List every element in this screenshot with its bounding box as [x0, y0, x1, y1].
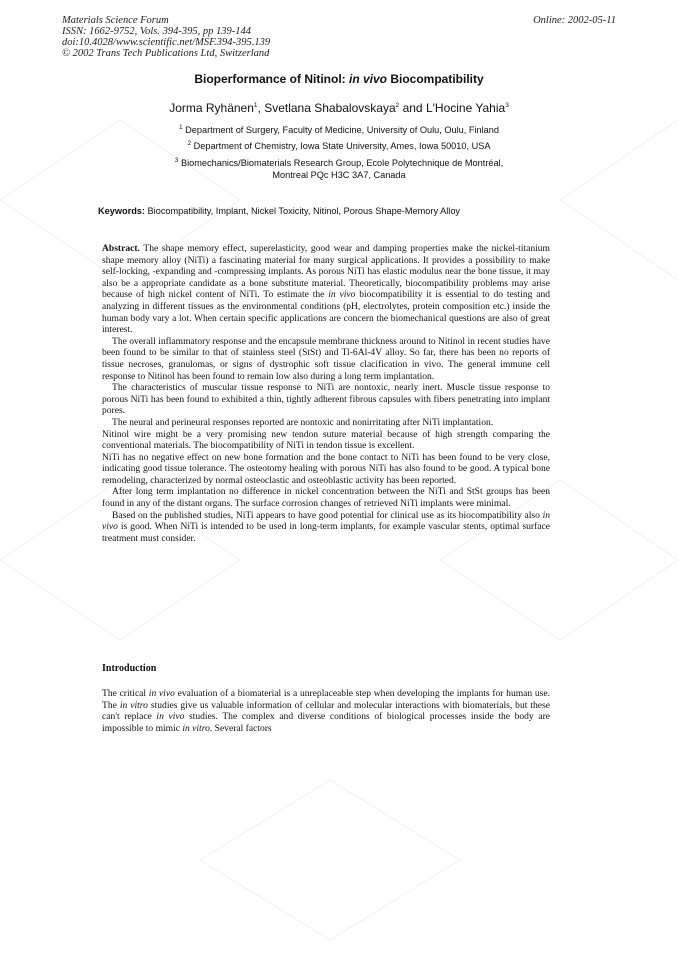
keywords-label: Keywords: [98, 206, 145, 216]
title-part-1: Bioperformance of Nitinol: [194, 72, 349, 86]
online-date: Online: 2002-05-11 [533, 15, 616, 26]
paper-title [0, 72, 678, 86]
author-2-sup: 2 [395, 102, 400, 109]
author-2: , Svetlana Shabalovskaya [257, 101, 396, 115]
intro-italic-1: in vivo [148, 688, 175, 699]
introduction-body [102, 688, 550, 734]
abstract-paragraph-8 [102, 510, 550, 545]
abstract-p8-italic: in vivo [102, 509, 550, 533]
doi-line: doi:10.4028/www.scientific.net/MSF.394-395.139 [62, 37, 271, 48]
journal-header [62, 15, 270, 59]
abstract-paragraph-5: Nitinol wire might be a very promising new tendon suture material because of high strength comparing the conventional materials. The biocompatibility of NiTi in tendon tissue is excellent. [102, 428, 550, 452]
intro-italic-2: in vitro [119, 699, 148, 711]
intro-text-2: evaluation of a biomaterial is a unreplaceable step when developing the implants for human use. The [102, 688, 550, 711]
abstract-p1-text-b: biocompatibility it is essential to do testing and analyzing in different tissues as the environmental conditions (pH, electrolytes, protein composition etc.) inside the human body vary a lot. When certain specific applications are concern the biomechanical questions are also of great interest. [102, 289, 550, 336]
affiliation-3-text: Biomechanics/Biomaterials Research Group, Ecole Polytechnique de Montréal, [178, 158, 504, 168]
abstract-paragraph-2: The overall inflammatory response and the encapsule membrane thickness around to Nitinol in recent studies have been found to be similar to that of stainless steel (StSt) and Ti-6Al-4V alloy. So far, there has been no reports of tissue necroses, granulomas, or signs of dystrophic soft tissue clacification in vivo. The general immune cell response to Nitinol has been found to remain low also during a long term implantation. [102, 335, 550, 382]
issn-line: ISSN: 1662-9752, Vols. 394-395, pp 139-144 [62, 26, 251, 37]
keywords [98, 206, 460, 216]
intro-italic-4: in vitro [182, 722, 210, 734]
intro-text-1: The critical [102, 688, 149, 699]
copyright-line: © 2002 Trans Tech Publications Ltd, Switzerland [62, 48, 270, 59]
author-1-sup: 1 [253, 102, 258, 109]
abstract-paragraph-6: NiTi has no negative effect on new bone formation and the bone contact to NiTi has been found to be very close, indicating good tissue tolerance. The osteotomy healing with porous NiTi has also found to be good. A typical bone remodeling, characterized by normal osteoclastic and osteoblastic activity has been reported. [102, 451, 550, 486]
keywords-text: Biocompatibility, Implant, Nickel Toxicity, Nitinol, Porous Shape-Memory Alloy [144, 206, 461, 216]
affiliation-2-text: Department of Chemistry, Iowa State University, Ames, Iowa 50010, USA [191, 141, 491, 151]
abstract-p8-text-a: Based on the published studies, NiTi appears to have good potential for clinical use as its biocompatibility also [112, 509, 543, 521]
affiliation-2-sup: 2 [187, 139, 192, 147]
abstract-paragraph-4: The neural and perineural responses reported are nontoxic and nonirritating after NiTi implantation. [112, 416, 494, 428]
affiliation-1-text: Department of Surgery, Faculty of Medicine, University of Oulu, Oulu, Finland [182, 125, 500, 135]
author-3: and L'Hocine Yahia [399, 101, 506, 115]
journal-name: Materials Science Forum [62, 15, 169, 26]
author-3-sup: 3 [505, 102, 509, 109]
introduction-heading: Introduction [102, 663, 157, 674]
title-part-2: Biocompatibility [387, 72, 484, 86]
abstract-p1-text-a: The shape memory effect, superelasticity, good wear and damping properties make the nickel-titanium shape memory alloy (NiTi) a fascinating material for many surgical applications. It provides a possibility to make self-locking, -expanding and -compressing implants. As porous NiTi has elastic modulus near the bone tissue, it may also be a appropriate candidate as a bone substitute material. Theoretically, biocompatibility problems may arise because of high nickel content of NiTi. To estimate the [102, 243, 550, 301]
intro-italic-3: in vivo [156, 711, 185, 723]
author-1: Jorma Ryhänen [169, 101, 254, 115]
abstract-label: Abstract. [102, 243, 140, 254]
title-italic: in vivo [348, 72, 387, 86]
affiliation-3-sup: 3 [174, 156, 179, 164]
affiliation-1-sup: 1 [178, 123, 183, 131]
intro-text-4: studies. The complex and diverse conditions of biological processes inside the body are impossible to mimic [102, 711, 550, 734]
intro-text-3: studies give us valuable information of cellular and molecular interactions with biomaterials, but these can't replace [102, 699, 550, 723]
affiliation-3-line2: Montreal PQc H3C 3A7, Canada [272, 169, 406, 180]
abstract-paragraph-7: After long term implantation no difference in nickel concentration between the NiTi and StSt groups has been found in any of the distant organs. The surface corrosion changes of retrieved NiTi implants were minimal. [102, 486, 550, 510]
abstract-p1-italic: in vivo [328, 289, 356, 301]
abstract-p8-text-b: is good. When NiTi is intended to be used in long-term implants, for example vascular stents, optimal surface treatment must consider. [102, 521, 550, 544]
intro-text-5: . Several factors [209, 722, 272, 734]
abstract [102, 243, 550, 544]
abstract-paragraph-1 [102, 243, 550, 336]
author-list [0, 101, 678, 115]
introduction-paragraph [102, 688, 550, 734]
affiliation-3 [0, 158, 678, 181]
affiliation-1 [0, 125, 678, 137]
abstract-paragraph-3: The characteristics of muscular tissue response to NiTi are nontoxic, nearly inert. Muscle tissue response to porous NiTi has been found to exhibited a thin, tightly adherent fibrous capsules with fibers penetrating into implant pores. [102, 382, 550, 417]
affiliation-2 [0, 141, 678, 153]
